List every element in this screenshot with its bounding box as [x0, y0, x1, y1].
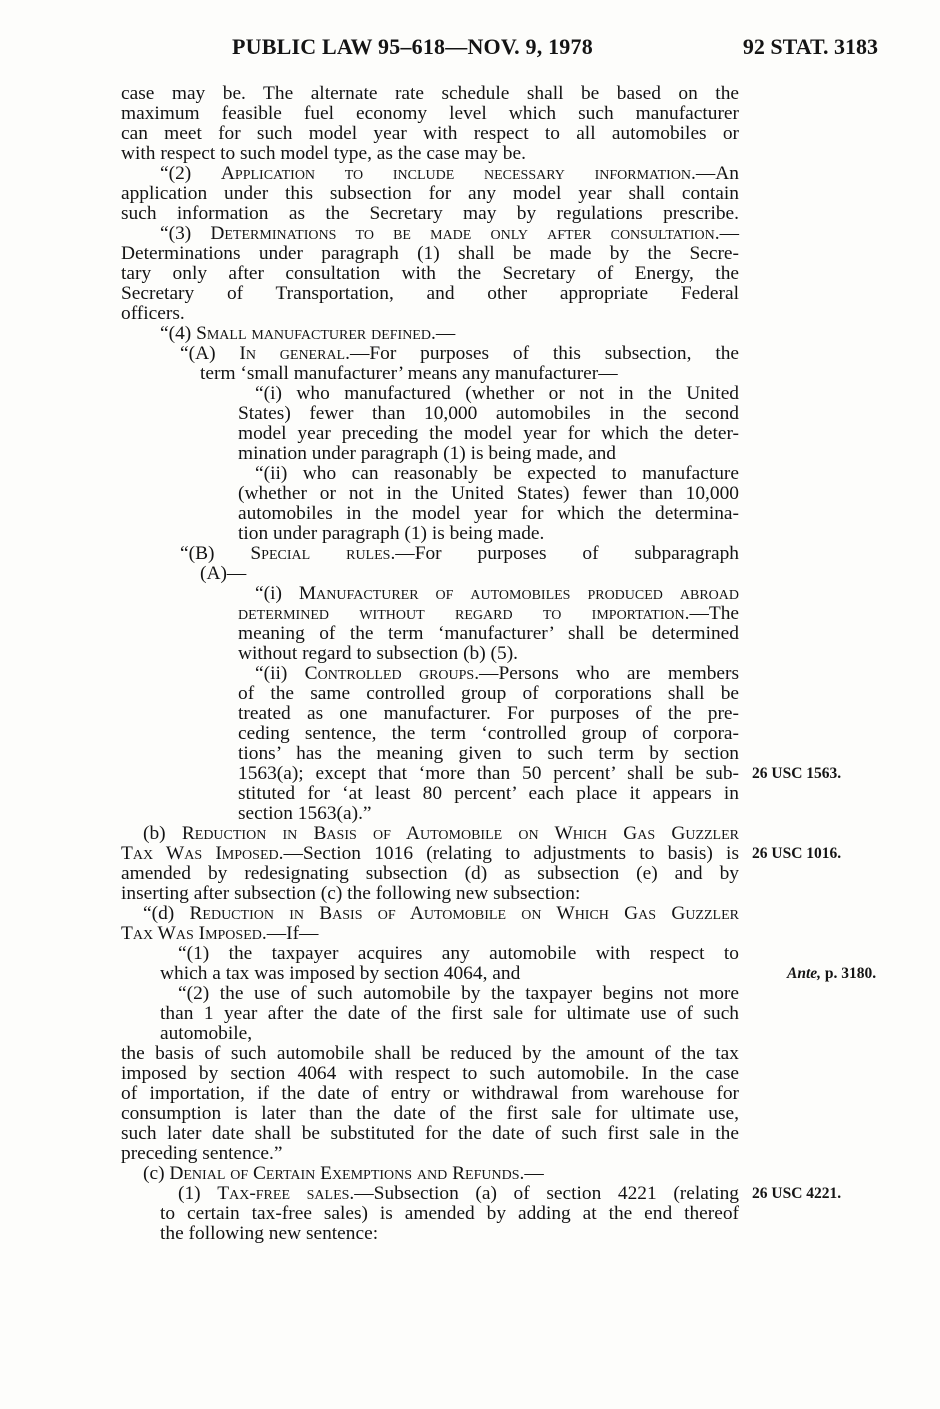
text-line	[0, 1024, 940, 1044]
text-line	[0, 1204, 940, 1224]
line-text: term ‘small manufacturer’ means any manufacturer—	[200, 363, 618, 384]
margin-citation: Ante, p. 3180.	[787, 965, 877, 982]
text-line	[0, 924, 940, 944]
line-text: the basis of such automobile shall be reduced by the amount of the tax	[121, 1043, 739, 1064]
text-line	[0, 884, 940, 904]
text-line	[0, 604, 940, 624]
text-line	[0, 124, 940, 144]
line-text: tary only after consultation with the Secretary of Energy, the	[121, 263, 739, 284]
line-text: such information as the Secretary may by regulations prescribe.	[121, 203, 739, 224]
line-text: stituted for ‘at least 80 percent’ each place it appears in	[238, 783, 739, 804]
line-text: automobile,	[160, 1023, 253, 1044]
line-text: tion under paragraph (1) is being made.	[238, 523, 545, 544]
page-title: PUBLIC LAW 95–618—NOV. 9, 1978	[232, 34, 593, 59]
small-caps-heading: Tax Was Imposed.	[121, 923, 267, 944]
line-text: “(ii) Controlled groups.—Persons who are members	[255, 663, 739, 684]
line-text: officers.	[121, 303, 185, 324]
text-line	[0, 964, 940, 984]
text-line	[0, 564, 940, 584]
line-text: of the same controlled group of corporations shall be	[238, 683, 739, 704]
line-text: with respect to such model type, as the case may be.	[121, 143, 526, 164]
line-text: “(B) Special rules.—For purposes of subparagraph	[180, 543, 739, 564]
line-text: application under this subsection for any model year shall contain	[121, 183, 739, 204]
line-text: Determinations under paragraph (1) shall be made by the Secre-	[121, 243, 739, 264]
text-line	[0, 524, 940, 544]
small-caps-heading: Controlled groups.	[304, 663, 480, 684]
small-caps-heading: Tax-free sales.	[217, 1183, 355, 1204]
line-text: “(3) Determinations to be made only after consultation.—	[160, 223, 739, 244]
line-text: section 1563(a).”	[238, 803, 372, 824]
line-text: consumption is later than the date of the first sale for ultimate use,	[121, 1103, 739, 1124]
text-line	[0, 544, 940, 564]
text-line	[0, 144, 940, 164]
line-text: inserting after subsection (c) the following new subsection:	[121, 883, 581, 904]
text-line	[0, 704, 940, 724]
small-caps-heading: Application to include necessary information.	[220, 163, 696, 184]
line-text: (whether or not in the United States) fewer than 10,000	[238, 483, 739, 504]
text-line	[0, 864, 940, 884]
text-line	[0, 684, 940, 704]
line-text: “(4) Small manufacturer defined.—	[160, 323, 456, 344]
line-text: model year preceding the model year for which the deter-	[238, 423, 739, 444]
small-caps-heading: Reduction in Basis of Automobile on Which Gas Guzzler	[181, 823, 739, 844]
small-caps-heading: In general.	[239, 343, 350, 364]
text-line	[0, 1164, 940, 1184]
line-text: (c) Denial of Certain Exemptions and Refunds.—	[143, 1163, 544, 1184]
text-line	[0, 1124, 940, 1144]
text-line	[0, 804, 940, 824]
text-line	[0, 204, 940, 224]
line-text: preceding sentence.”	[121, 1143, 283, 1164]
line-text: can meet for such model year with respect to all automobiles or	[121, 123, 739, 144]
statute-body	[0, 84, 940, 1244]
text-line	[0, 384, 940, 404]
text-line	[0, 1144, 940, 1164]
text-line	[0, 824, 940, 844]
text-line	[0, 744, 940, 764]
line-text: “(d) Reduction in Basis of Automobile on Which Gas Guzzler	[143, 903, 739, 924]
margin-citation: 26 USC 1563.	[752, 765, 842, 782]
small-caps-heading: Tax Was Imposed.	[121, 843, 284, 864]
small-caps-heading: determined without regard to importation.	[238, 603, 690, 624]
text-line	[0, 984, 940, 1004]
text-line	[0, 504, 940, 524]
line-text: automobiles in the model year for which the determina-	[238, 503, 739, 524]
text-line	[0, 1184, 940, 1204]
statute-reference: 92 STAT. 3183	[742, 34, 878, 59]
line-text: to certain tax-free sales) is amended by adding at the end thereof	[160, 1203, 739, 1224]
line-text: Secretary of Transportation, and other appropriate Federal	[121, 283, 739, 304]
text-line	[0, 1104, 940, 1124]
text-line	[0, 664, 940, 684]
text-line	[0, 584, 940, 604]
line-text: without regard to subsection (b) (5).	[238, 643, 519, 664]
text-line	[0, 284, 940, 304]
text-line	[0, 844, 940, 864]
text-line	[0, 464, 940, 484]
small-caps-heading: Small manufacturer defined.	[196, 323, 436, 344]
line-text: treated as one manufacturer. For purposes of the pre-	[238, 703, 739, 724]
margin-citation: 26 USC 4221.	[752, 1185, 842, 1202]
line-text: maximum feasible fuel economy level which such manufacturer	[121, 103, 739, 124]
text-line	[0, 1084, 940, 1104]
line-text: Tax Was Imposed.—Section 1016 (relating to adjustments to basis) is	[121, 843, 739, 864]
line-text: States) fewer than 10,000 automobiles in the second	[238, 403, 739, 424]
text-line	[0, 264, 940, 284]
line-text: mination under paragraph (1) is being made, and	[238, 443, 616, 464]
line-text: determined without regard to importation.—The	[238, 603, 739, 624]
text-line	[0, 624, 940, 644]
line-text: “(2) Application to include necessary information.—An	[160, 163, 739, 184]
text-line	[0, 904, 940, 924]
line-text: than 1 year after the date of the first sale for ultimate use of such	[160, 1003, 739, 1024]
line-text: amended by redesignating subsection (d) as subsection (e) and by	[121, 863, 739, 884]
text-line	[0, 404, 940, 424]
line-text: ceding sentence, the term ‘controlled group of corpora-	[238, 723, 739, 744]
margin-citation: 26 USC 1016.	[752, 845, 842, 862]
text-line	[0, 84, 940, 104]
line-text: “(ii) who can reasonably be expected to manufacture	[255, 463, 739, 484]
text-line	[0, 1224, 940, 1244]
small-caps-heading: Denial of Certain Exemptions and Refunds.	[169, 1163, 525, 1184]
text-line	[0, 444, 940, 464]
text-line	[0, 304, 940, 324]
text-line	[0, 784, 940, 804]
small-caps-heading: Reduction in Basis of Automobile on Which Gas Guzzler	[189, 903, 739, 924]
text-line	[0, 244, 940, 264]
text-line	[0, 1044, 940, 1064]
line-text: “(i) who manufactured (whether or not in the United	[255, 383, 739, 404]
line-text: “(A) In general.—For purposes of this subsection, the	[180, 343, 740, 364]
text-line	[0, 944, 940, 964]
line-text: “(i) Manufacturer of automobiles produced abroad	[255, 583, 739, 604]
line-text: the following new sentence:	[160, 1223, 379, 1244]
line-text: “(2) the use of such automobile by the taxpayer begins not more	[178, 983, 739, 1004]
page-header	[0, 34, 940, 64]
text-line	[0, 344, 940, 364]
text-line	[0, 424, 940, 444]
small-caps-heading: Special rules.	[250, 543, 396, 564]
text-line	[0, 324, 940, 344]
text-line	[0, 224, 940, 244]
line-text: such later date shall be substituted for the date of such first sale in the	[121, 1123, 739, 1144]
line-text: meaning of the term ‘manufacturer’ shall be determined	[238, 623, 739, 644]
line-text: of importation, if the date of entry or withdrawal from warehouse for	[121, 1083, 739, 1104]
line-text: case may be. The alternate rate schedule shall be based on the	[121, 83, 739, 104]
small-caps-heading: Manufacturer of automobiles produced abroad	[298, 583, 739, 604]
text-line	[0, 184, 940, 204]
text-line	[0, 764, 940, 784]
line-text: which a tax was imposed by section 4064, and	[160, 963, 521, 984]
line-text: (1) Tax-free sales.—Subsection (a) of section 4221 (relating	[178, 1183, 739, 1204]
text-line	[0, 484, 940, 504]
line-text: (b) Reduction in Basis of Automobile on Which Gas Guzzler	[143, 823, 739, 844]
text-line	[0, 1064, 940, 1084]
text-line	[0, 104, 940, 124]
line-text: Tax Was Imposed.—If—	[121, 923, 319, 944]
text-line	[0, 364, 940, 384]
text-line	[0, 164, 940, 184]
line-text: imposed by section 4064 with respect to such automobile. In the case	[121, 1063, 739, 1084]
small-caps-heading: Determinations to be made only after consultation.	[210, 223, 720, 244]
line-text: tions’ has the meaning given to such term by section	[238, 743, 739, 764]
text-line	[0, 644, 940, 664]
line-text: 1563(a); except that ‘more than 50 percent’ shall be sub-	[238, 763, 739, 784]
line-text: (A)—	[200, 563, 247, 584]
text-line	[0, 724, 940, 744]
text-line	[0, 1004, 940, 1024]
line-text: “(1) the taxpayer acquires any automobile with respect to	[178, 943, 739, 964]
